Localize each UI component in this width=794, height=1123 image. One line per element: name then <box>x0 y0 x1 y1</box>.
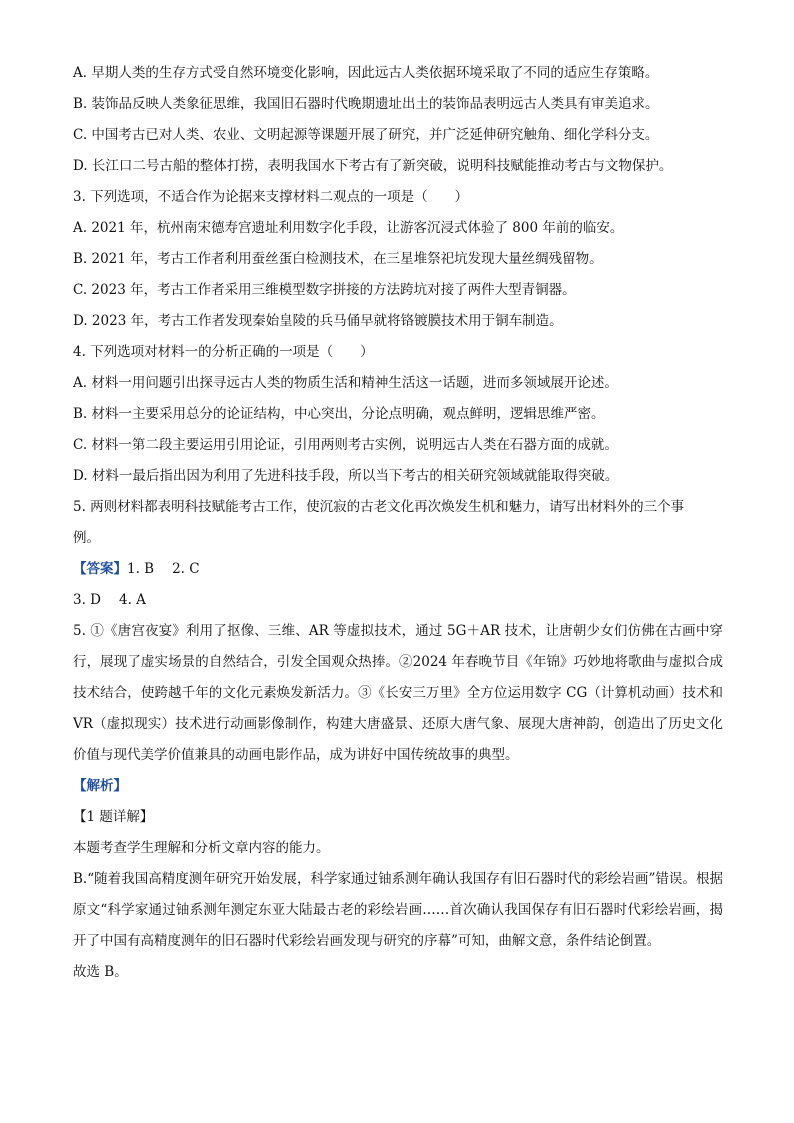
q3-stem: 3. 下列选项，不适合作为论据来支撑材料二观点的一项是（ ） <box>73 189 469 205</box>
analysis-intro: 本题考查学生理解和分析文章内容的能力。 <box>73 840 330 856</box>
q5-stem-line1: 5. 两则材料都表明科技赋能考古工作，使沉寂的古老文化再次焕发生机和魅力，请写出材料外的三个事 <box>73 499 685 515</box>
answer-3: 3. D <box>73 592 101 608</box>
q2-option-a: A. 早期人类的生存方式受自然环境变化影响，因此远古人类依据环境采取了不同的适应生存策略。 <box>73 65 659 81</box>
q3-option-b: B. 2021 年，考古工作者利用蚕丝蛋白检测技术，在三星堆祭祀坑发现大量丝绸残留物。 <box>73 251 603 267</box>
q3-option-a: A. 2021 年，杭州南宋德寿宫遗址利用数字化手段，让游客沉浸式体验了 800 年前的临安。 <box>73 220 624 236</box>
q3-option-c: C. 2023 年，考古工作者采用三维模型数字拼接的方法跨坑对接了两件大型青铜器。 <box>73 282 576 298</box>
answer-row-1 <box>73 560 723 579</box>
answer-5: 5. ①《唐宫夜宴》利用了抠像、三维、AR 等虚拟技术，通过 5G＋AR 技术，让唐朝少女们仿佛在古画中穿行，展现了虚实场景的自然结合，引发全国观众热捧。②2024 年春晚节目《年锦》巧妙地将歌曲与虚拟合成技术结合，使跨越千年的文化元素焕发新活力。③《长安三万里》全方位运用数字 CG（计算机动画）技术和 VR（虚拟现实）技术进行动画影像制作，构建大唐盛景、还原大唐气象、展现大唐神韵，创造出了历史文化价值与现代美学价值兼具的动画电影作品，成为讲好中国传统故事的典型。 <box>73 623 723 763</box>
q5-stem-line2: 例。 <box>73 530 100 546</box>
analysis-conclusion: 故选 B。 <box>73 964 128 980</box>
answer-2: 2. C <box>172 561 200 577</box>
q4-option-a: A. 材料一用问题引出探寻远古人类的物质生活和精神生活这一话题，进而多领域展开论述。 <box>73 375 618 391</box>
analysis-detail: B.“随着我国高精度测年研究开始发展，科学家通过铀系测年确认我国存有旧石器时代的彩绘岩画”错误。根据原文“科学家通过铀系测年测定东亚大陆最古老的彩绘岩画……首次确认我国保存有旧石器时代彩绘岩画，揭开了中国有高精度测年的旧石器时代彩绘岩画发现与研究的序幕”可知，曲解文意，条件结论倒置。 <box>73 871 723 949</box>
answer-4: 4. A <box>119 592 146 608</box>
q2-option-c: C. 中国考古已对人类、农业、文明起源等课题开展了研究，并广泛延伸研究触角、细化学科分支。 <box>73 127 659 143</box>
q4-option-d: D. 材料一最后指出因为利用了先进科技手段，所以当下考古的相关研究领域就能取得突破。 <box>73 468 619 484</box>
q2-option-d: D. 长江口二号古船的整体打捞，表明我国水下考古有了新突破，说明科技赋能推动考古与文物保护。 <box>73 158 673 174</box>
document-page <box>73 64 723 994</box>
analysis-subtag: 【1 题详解】 <box>73 809 154 825</box>
q4-option-c: C. 材料一第二段主要运用引用论证，引用两则考古实例，说明远古人类在石器方面的成就。 <box>73 437 618 453</box>
q4-option-b: B. 材料一主要采用总分的论证结构，中心突出，分论点明确，观点鲜明，逻辑思维严密。 <box>73 406 605 422</box>
analysis-tag: 【解析】 <box>73 778 127 794</box>
q4-stem: 4. 下列选项对材料一的分析正确的一项是（ ） <box>73 344 374 360</box>
q3-option-d: D. 2023 年，考古工作者发现秦始皇陵的兵马俑早就将铬镀膜技术用于铜车制造。 <box>73 313 563 329</box>
q2-option-b: B. 装饰品反映人类象征思维，我国旧石器时代晚期遗址出土的装饰品表明远古人类具有审美追求。 <box>73 96 659 112</box>
answer-row-2 <box>73 591 723 610</box>
answer-tag: 【答案】 <box>73 561 127 577</box>
answer-1: 1. B <box>127 561 155 577</box>
